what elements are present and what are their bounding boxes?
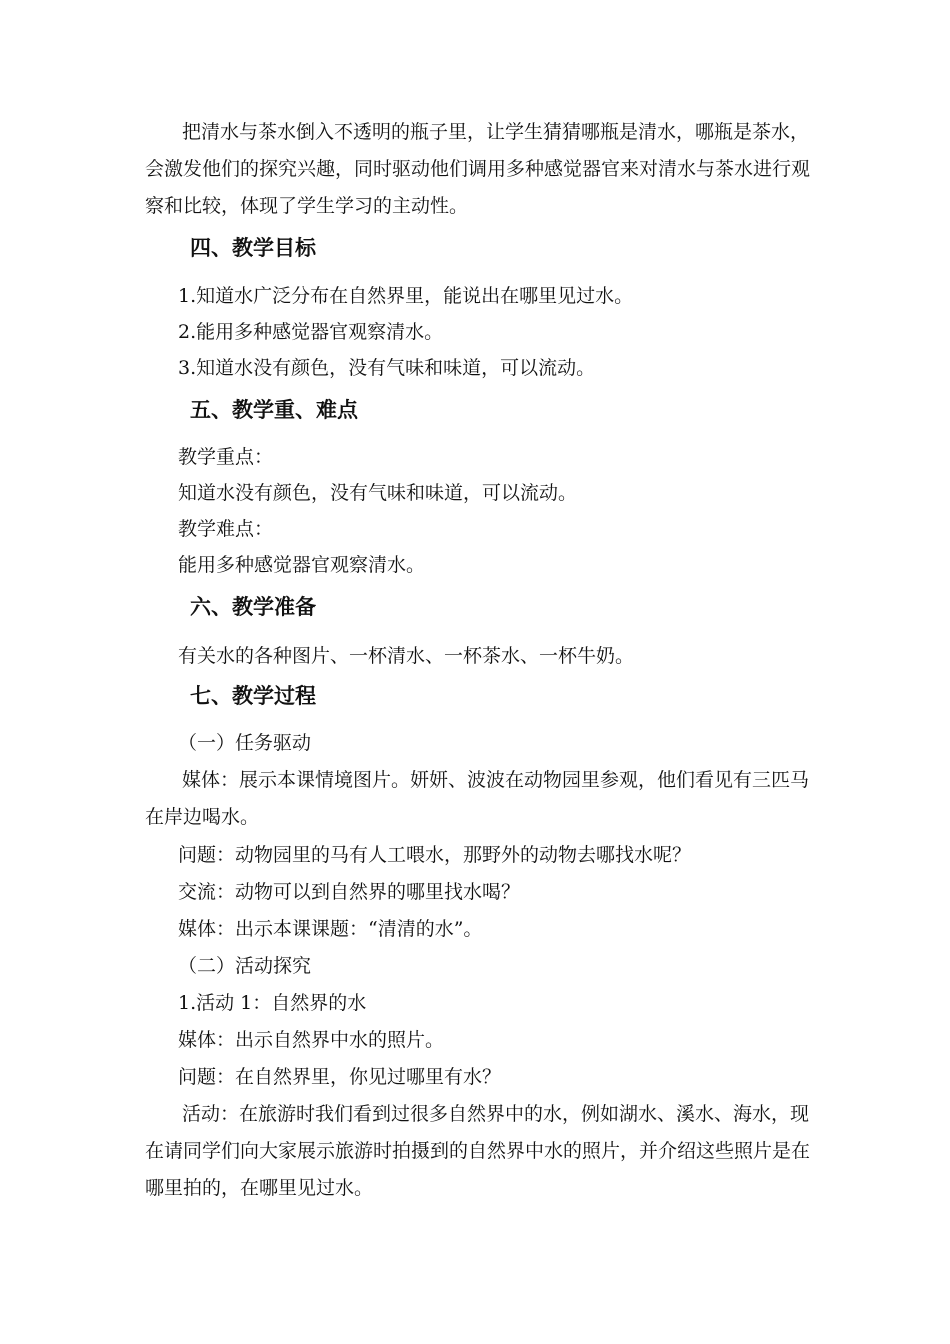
preparation-text: 有关水的各种图片、一杯清水、一杯茶水、一杯牛奶。: [178, 645, 635, 667]
activity-paragraph: 活动：在旅游时我们看到过很多自然界中的水，例如湖水、溪水、海水，现在请同学们向大家展示旅游时拍摄到的自然界中水的照片，并介绍这些照片是在哪里拍的，在哪里见过水。: [145, 1103, 811, 1199]
discussion-paragraph: 交流：动物可以到自然界的哪里找水喝？: [178, 881, 521, 903]
key-point-text: 知道水没有颜色，没有气味和味道，可以流动。: [178, 482, 578, 504]
difficult-point-text: 能用多种感觉器官观察清水。: [178, 554, 426, 576]
heading-key-difficult-points: 五、教学重、难点: [190, 398, 358, 422]
section-activity-inquiry: （二）活动探究: [178, 955, 312, 977]
media-nature-photos: 媒体：出示自然界中水的照片。: [178, 1029, 445, 1051]
paragraph-intro: 把清水与茶水倒入不透明的瓶子里，让学生猜猜哪瓶是清水，哪瓶是茶水，会激发他们的探究兴趣，同时驱动他们调用多种感觉器官来对清水与茶水进行观察和比较，体现了学生学习的主动性。: [145, 121, 811, 217]
question-wild-animals: 问题：动物园里的马有人工喂水，那野外的动物去哪找水呢？: [178, 844, 692, 866]
goal-item-2: 2.能用多种感觉器官观察清水。: [178, 321, 444, 343]
heading-teaching-goals: 四、教学目标: [190, 236, 316, 260]
activity-1-title: 1.活动 1：自然界的水: [178, 992, 367, 1014]
goal-item-3: 3.知道水没有颜色，没有气味和味道，可以流动。: [178, 357, 596, 379]
media-scene-paragraph: 媒体：展示本课情境图片。妍妍、波波在动物园里参观，他们看见有三匹马在岸边喝水。: [145, 769, 810, 828]
heading-teaching-preparation: 六、教学准备: [190, 595, 316, 619]
section-task-driven: （一）任务驱动: [178, 732, 312, 754]
difficult-point-label: 教学难点：: [178, 518, 274, 540]
heading-teaching-process: 七、教学过程: [190, 684, 316, 708]
question-where-water: 问题：在自然界里，你见过哪里有水？: [178, 1066, 502, 1088]
goal-item-1: 1.知道水广泛分布在自然界里，能说出在哪里见过水。: [178, 285, 634, 307]
key-point-label: 教学重点：: [178, 446, 274, 468]
media-lesson-title: 媒体：出示本课课题：“清清的水”。: [178, 918, 483, 940]
